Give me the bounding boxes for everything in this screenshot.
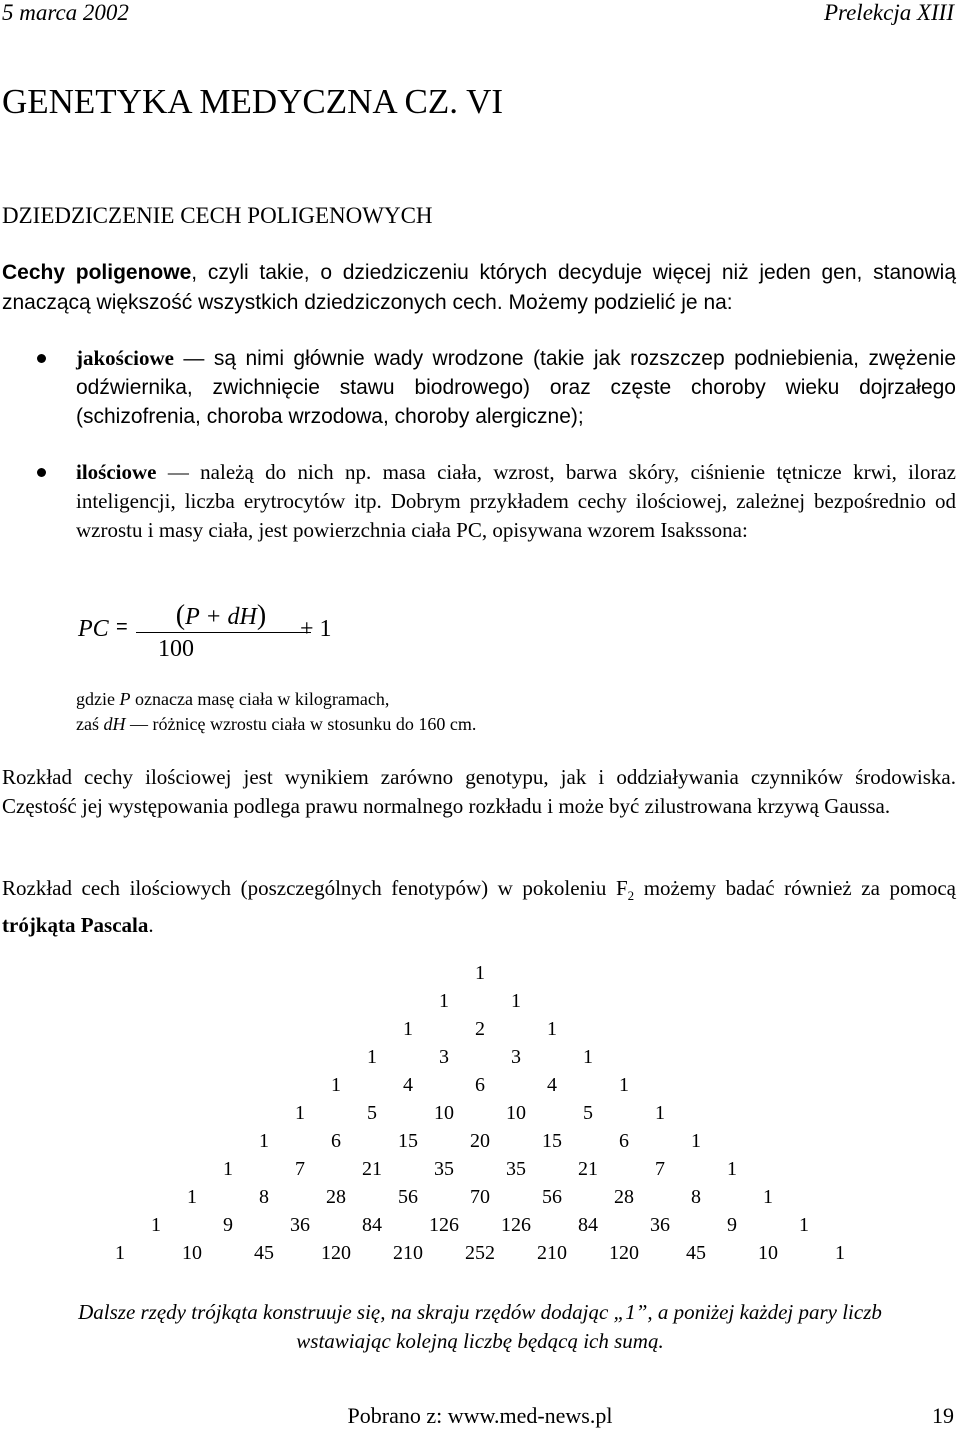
pascal-number: 120 xyxy=(609,1242,639,1264)
pascal-text: . xyxy=(148,912,154,937)
pascal-row xyxy=(0,990,960,1018)
pascal-number: 56 xyxy=(542,1186,562,1208)
pascal-number: 20 xyxy=(470,1130,490,1152)
pascal-number: 84 xyxy=(362,1214,382,1236)
pascal-number: 15 xyxy=(398,1130,418,1152)
formula-note-line2 xyxy=(76,713,476,736)
pascal-row xyxy=(0,1186,960,1214)
pascal-row xyxy=(0,1046,960,1074)
pascal-number: 4 xyxy=(547,1074,557,1096)
pascal-number: 1 xyxy=(115,1242,125,1264)
pascal-number: 8 xyxy=(691,1186,701,1208)
pascal-number: 1 xyxy=(691,1130,701,1152)
pascal-number: 1 xyxy=(295,1102,305,1124)
page-title: GENETYKA MEDYCZNA CZ. VI xyxy=(2,82,504,121)
pascal-row xyxy=(0,1214,960,1242)
bullet-text-2: Dobrym przykładem cechy ilościowej, zależnej bezpośrednio od wzrostu i masy ciała, jest powierzchnia ciała PC, opisywana wzorem Isakssona: xyxy=(76,489,956,542)
formula-plus-const: + 1 xyxy=(300,616,332,642)
pascal-number: 45 xyxy=(686,1242,706,1264)
pascal-number: 1 xyxy=(547,1018,557,1040)
pascal-number: 28 xyxy=(614,1186,634,1208)
formula-numerator: (P + dH) xyxy=(175,600,267,631)
pascal-row xyxy=(0,1018,960,1046)
pascal-number: 6 xyxy=(619,1130,629,1152)
pascal-number: 5 xyxy=(583,1102,593,1124)
pascal-bold: trójkąta Pascala xyxy=(2,912,149,937)
bullet-dot xyxy=(37,468,46,477)
formula-equals: = xyxy=(116,616,128,638)
closing-line2: wstawiając kolejną liczbę będącą ich sumą. xyxy=(296,1329,664,1353)
pascal-number: 70 xyxy=(470,1186,490,1208)
pascal-number: 28 xyxy=(326,1186,346,1208)
page-number: 19 xyxy=(932,1403,954,1428)
pascal-row xyxy=(0,1074,960,1102)
note-text: oznacza masę ciała w kilogramach, xyxy=(130,689,390,709)
pascal-number: 6 xyxy=(331,1130,341,1152)
pascal-number: 1 xyxy=(511,990,521,1012)
bullet-item-qualitative xyxy=(76,344,956,431)
intro-text: , czyli takie, o dziedziczeniu których decyduje więcej niż jeden gen, stanowią znaczącą większość wszystkich dziedziczonych cech. xyxy=(2,261,956,314)
pascal-number: 1 xyxy=(799,1214,809,1236)
pascal-number: 210 xyxy=(393,1242,423,1264)
pascal-number: 15 xyxy=(542,1130,562,1152)
pascal-number: 7 xyxy=(655,1158,665,1180)
pascal-number: 1 xyxy=(655,1102,665,1124)
pascal-number: 10 xyxy=(434,1102,454,1124)
pascal-number: 9 xyxy=(727,1214,737,1236)
bullet-item-quantitative xyxy=(76,458,956,545)
pascal-number: 5 xyxy=(367,1102,377,1124)
pascal-number: 9 xyxy=(223,1214,233,1236)
pascal-row xyxy=(0,1242,960,1270)
pascal-number: 126 xyxy=(429,1214,459,1236)
pascal-number: 36 xyxy=(650,1214,670,1236)
closing-line1: Dalsze rzędy trójkąta konstruuje się, na skraju rzędów dodając „1”, a poniżej każdej pary liczb xyxy=(78,1300,882,1324)
formula-numerator-expr: P + dH xyxy=(185,604,257,630)
intro-text-2: Możemy podzielić je na: xyxy=(502,290,733,314)
isaksson-formula xyxy=(78,596,378,676)
pascal-number: 1 xyxy=(475,962,485,984)
bullet-text: — należą do nich np. masa ciała, wzrost, barwa skóry, ciśnienie tętnicze krwi, iloraz inteligencji, liczba erytrocytów itp. xyxy=(76,460,956,513)
bullet-term: ilościowe xyxy=(76,460,157,484)
gauss-paragraph: Rozkład cechy ilościowej jest wynikiem zarówno genotypu, jak i oddziaływania czynników środowiska. Częstość jej występowania podlega prawu normalnego rozkładu i może być zilustrowana krzywą Gaussa. xyxy=(2,765,956,818)
footer-source: Pobrano z: www.med-news.pl xyxy=(347,1403,613,1428)
pascal-number: 1 xyxy=(583,1046,593,1068)
formula-lhs: PC xyxy=(78,616,109,642)
pascal-number: 2 xyxy=(475,1018,485,1040)
pascal-subscript: 2 xyxy=(627,888,635,904)
intro-bold-term: Cechy poligenowe xyxy=(2,261,192,284)
pascal-number: 210 xyxy=(537,1242,567,1264)
pascal-number: 10 xyxy=(506,1102,526,1124)
formula-fraction-bar xyxy=(136,632,311,633)
pascal-number: 21 xyxy=(362,1158,382,1180)
pascal-number: 252 xyxy=(465,1242,495,1264)
pascal-number: 84 xyxy=(578,1214,598,1236)
note-text: — różnicę wzrostu ciała w stosunku do 160 cm. xyxy=(125,714,477,734)
pascal-row xyxy=(0,1130,960,1158)
section-heading: DZIEDZICZENIE CECH POLIGENOWYCH xyxy=(2,203,433,228)
pascal-paragraph xyxy=(2,874,956,939)
pascal-number: 1 xyxy=(439,990,449,1012)
pascal-number: 7 xyxy=(295,1158,305,1180)
formula-denominator: 100 xyxy=(158,636,194,662)
pascal-number: 1 xyxy=(727,1158,737,1180)
pascal-number: 3 xyxy=(439,1046,449,1068)
pascal-text: możemy badać również za pomocą xyxy=(634,876,956,900)
bullet-text: — są nimi głównie wady wrodzone (takie jak rozszczep podniebienia, zwężenie odźwiernika, zwichnięcie stawu biodrowego) oraz częste choroby wieku dojrzałego (schizofrenia, choroba wrzodowa, choroby alergiczne); xyxy=(76,347,956,428)
pascal-number: 1 xyxy=(763,1186,773,1208)
closing-note xyxy=(0,1298,960,1356)
formula-note-line1 xyxy=(76,688,389,711)
pascal-number: 1 xyxy=(151,1214,161,1236)
pascal-number: 6 xyxy=(475,1074,485,1096)
pascal-number: 120 xyxy=(321,1242,351,1264)
header-date: 5 marca 2002 xyxy=(2,0,129,25)
pascal-number: 10 xyxy=(758,1242,778,1264)
pascal-number: 1 xyxy=(835,1242,845,1264)
pascal-number: 126 xyxy=(501,1214,531,1236)
pascal-number: 1 xyxy=(259,1130,269,1152)
pascal-number: 1 xyxy=(187,1186,197,1208)
pascal-number: 35 xyxy=(434,1158,454,1180)
pascal-row xyxy=(0,962,960,990)
pascal-number: 56 xyxy=(398,1186,418,1208)
intro-paragraph xyxy=(2,258,956,317)
pascal-number: 3 xyxy=(511,1046,521,1068)
pascal-row xyxy=(0,1102,960,1130)
bullet-dot xyxy=(37,354,46,363)
pascal-number: 1 xyxy=(331,1074,341,1096)
pascal-number: 4 xyxy=(403,1074,413,1096)
bullet-term: jakościowe xyxy=(76,346,174,370)
header-lecture: Prelekcja XIII xyxy=(823,0,954,25)
pascal-number: 1 xyxy=(619,1074,629,1096)
pascal-number: 8 xyxy=(259,1186,269,1208)
pascal-text: Rozkład cech ilościowych (poszczególnych fenotypów) w pokoleniu F xyxy=(2,876,628,900)
pascal-number: 1 xyxy=(367,1046,377,1068)
note-var: P xyxy=(119,689,131,709)
pascal-number: 1 xyxy=(223,1158,233,1180)
pascal-row xyxy=(0,1158,960,1186)
note-var: dH xyxy=(103,714,126,734)
pascal-number: 21 xyxy=(578,1158,598,1180)
pascal-number: 36 xyxy=(290,1214,310,1236)
note-text: gdzie xyxy=(76,689,120,709)
pascal-number: 45 xyxy=(254,1242,274,1264)
pascal-number: 35 xyxy=(506,1158,526,1180)
pascal-number: 1 xyxy=(403,1018,413,1040)
pascal-number: 10 xyxy=(182,1242,202,1264)
note-text: zaś xyxy=(76,714,104,734)
